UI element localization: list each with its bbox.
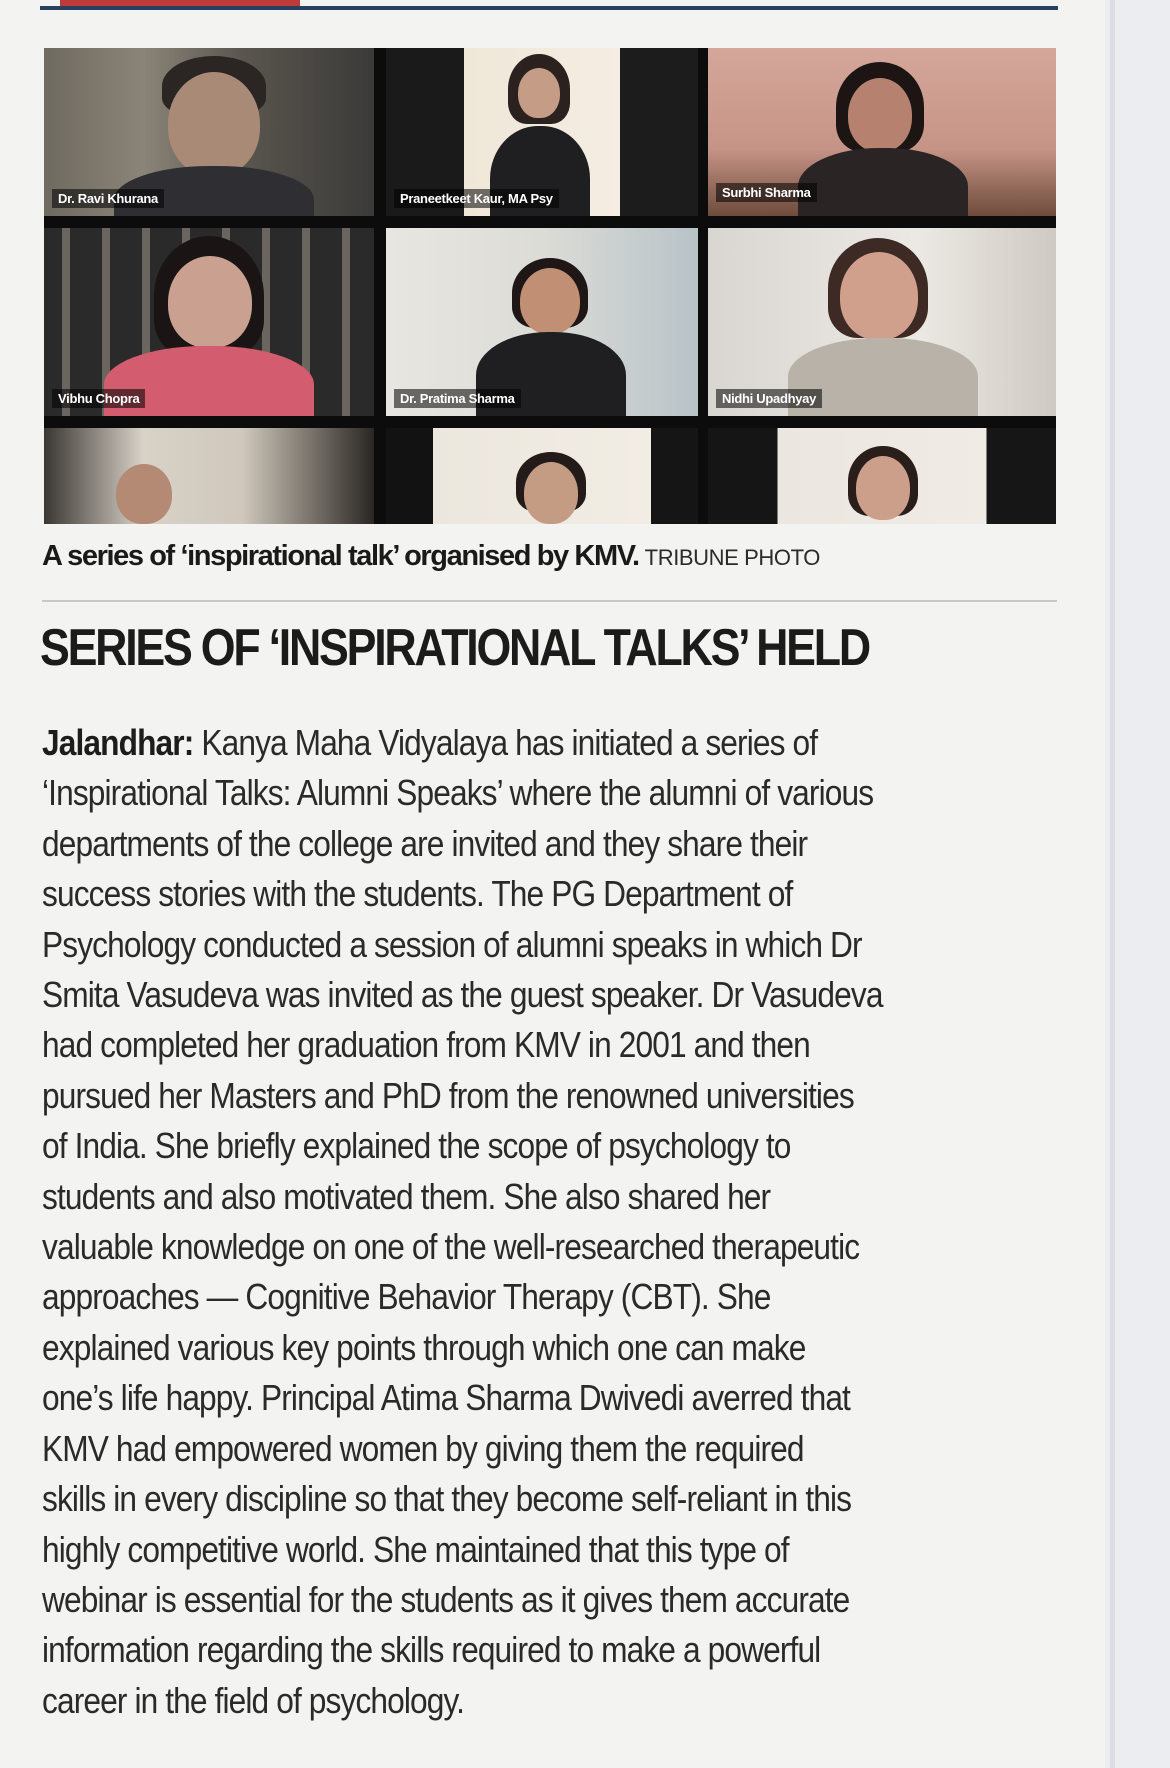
article-line: Smita Vasudeva was invited as the guest speaker. Dr Vasudeva: [42, 974, 883, 1016]
article-headline: SERIES OF ‘INSPIRATIONAL TALKS’ HELD: [40, 619, 869, 677]
participant-name: Surbhi Sharma: [716, 183, 817, 202]
photo-caption-row: [42, 540, 1062, 580]
video-tile: [386, 48, 698, 216]
article-line: pursued her Masters and PhD from the renowned universities: [42, 1074, 854, 1116]
video-tile: [44, 48, 374, 216]
participant-name: Nidhi Upadhyay: [716, 389, 822, 408]
article-line: information regarding the skills required to make a powerful: [42, 1629, 821, 1671]
article-body: [42, 718, 1036, 1726]
article-dateline: Jalandhar:: [42, 722, 194, 763]
article-line: valuable knowledge on one of the well-researched therapeutic: [42, 1226, 860, 1268]
video-tile: [708, 428, 1056, 524]
article-line: success stories with the students. The PG Department of: [42, 873, 793, 915]
video-tile: [44, 428, 374, 524]
article-line: Psychology conducted a session of alumni speaks in which Dr: [42, 923, 862, 965]
article-line: ‘Inspirational Talks: Alumni Speaks’ where the alumni of various: [42, 772, 874, 814]
article-line: Jalandhar: Kanya Maha Vidyalaya has initiated a series of: [42, 722, 818, 763]
participant-name: Dr. Pratima Sharma: [394, 389, 521, 408]
divider-rule: [42, 600, 1057, 602]
video-tile: [708, 48, 1056, 216]
article-line: webinar is essential for the students as it gives them accurate: [42, 1578, 850, 1620]
article-line: one’s life happy. Principal Atima Sharma Dwivedi averred that: [42, 1377, 850, 1419]
article-line: KMV had empowered women by giving them the required: [42, 1427, 804, 1469]
article-line: had completed her graduation from KMV in 2001 and then: [42, 1024, 810, 1066]
participant-name: Dr. Ravi Khurana: [52, 189, 164, 208]
video-call-photo: [44, 48, 1056, 524]
article-line: skills in every discipline so that they become self-reliant in this: [42, 1478, 852, 1520]
article-line: career in the field of psychology.: [42, 1679, 465, 1721]
article-line: departments of the college are invited and they share their: [42, 822, 808, 864]
video-tile: [386, 228, 698, 416]
video-tile: [44, 228, 374, 416]
video-tile-active-speaker: [708, 228, 1056, 416]
photo-caption: A series of ‘inspirational talk’ organised by KMV.: [42, 540, 639, 572]
article-line: explained various key points through which one can make: [42, 1326, 806, 1368]
article-line: students and also motivated them. She also shared her: [42, 1175, 771, 1217]
article-line: approaches — Cognitive Behavior Therapy (CBT). She: [42, 1276, 771, 1318]
top-rule: [40, 6, 1058, 10]
participant-name: Praneetkeet Kaur, MA Psy: [394, 189, 559, 208]
article-line: highly competitive world. She maintained that this type of: [42, 1528, 789, 1570]
video-tile: [386, 428, 698, 524]
article-line: of India. She briefly explained the scope of psychology to: [42, 1125, 791, 1167]
photo-credit: TRIBUNE PHOTO: [644, 545, 820, 570]
participant-name: Vibhu Chopra: [52, 389, 145, 408]
gutter-divider: [1110, 0, 1115, 1768]
